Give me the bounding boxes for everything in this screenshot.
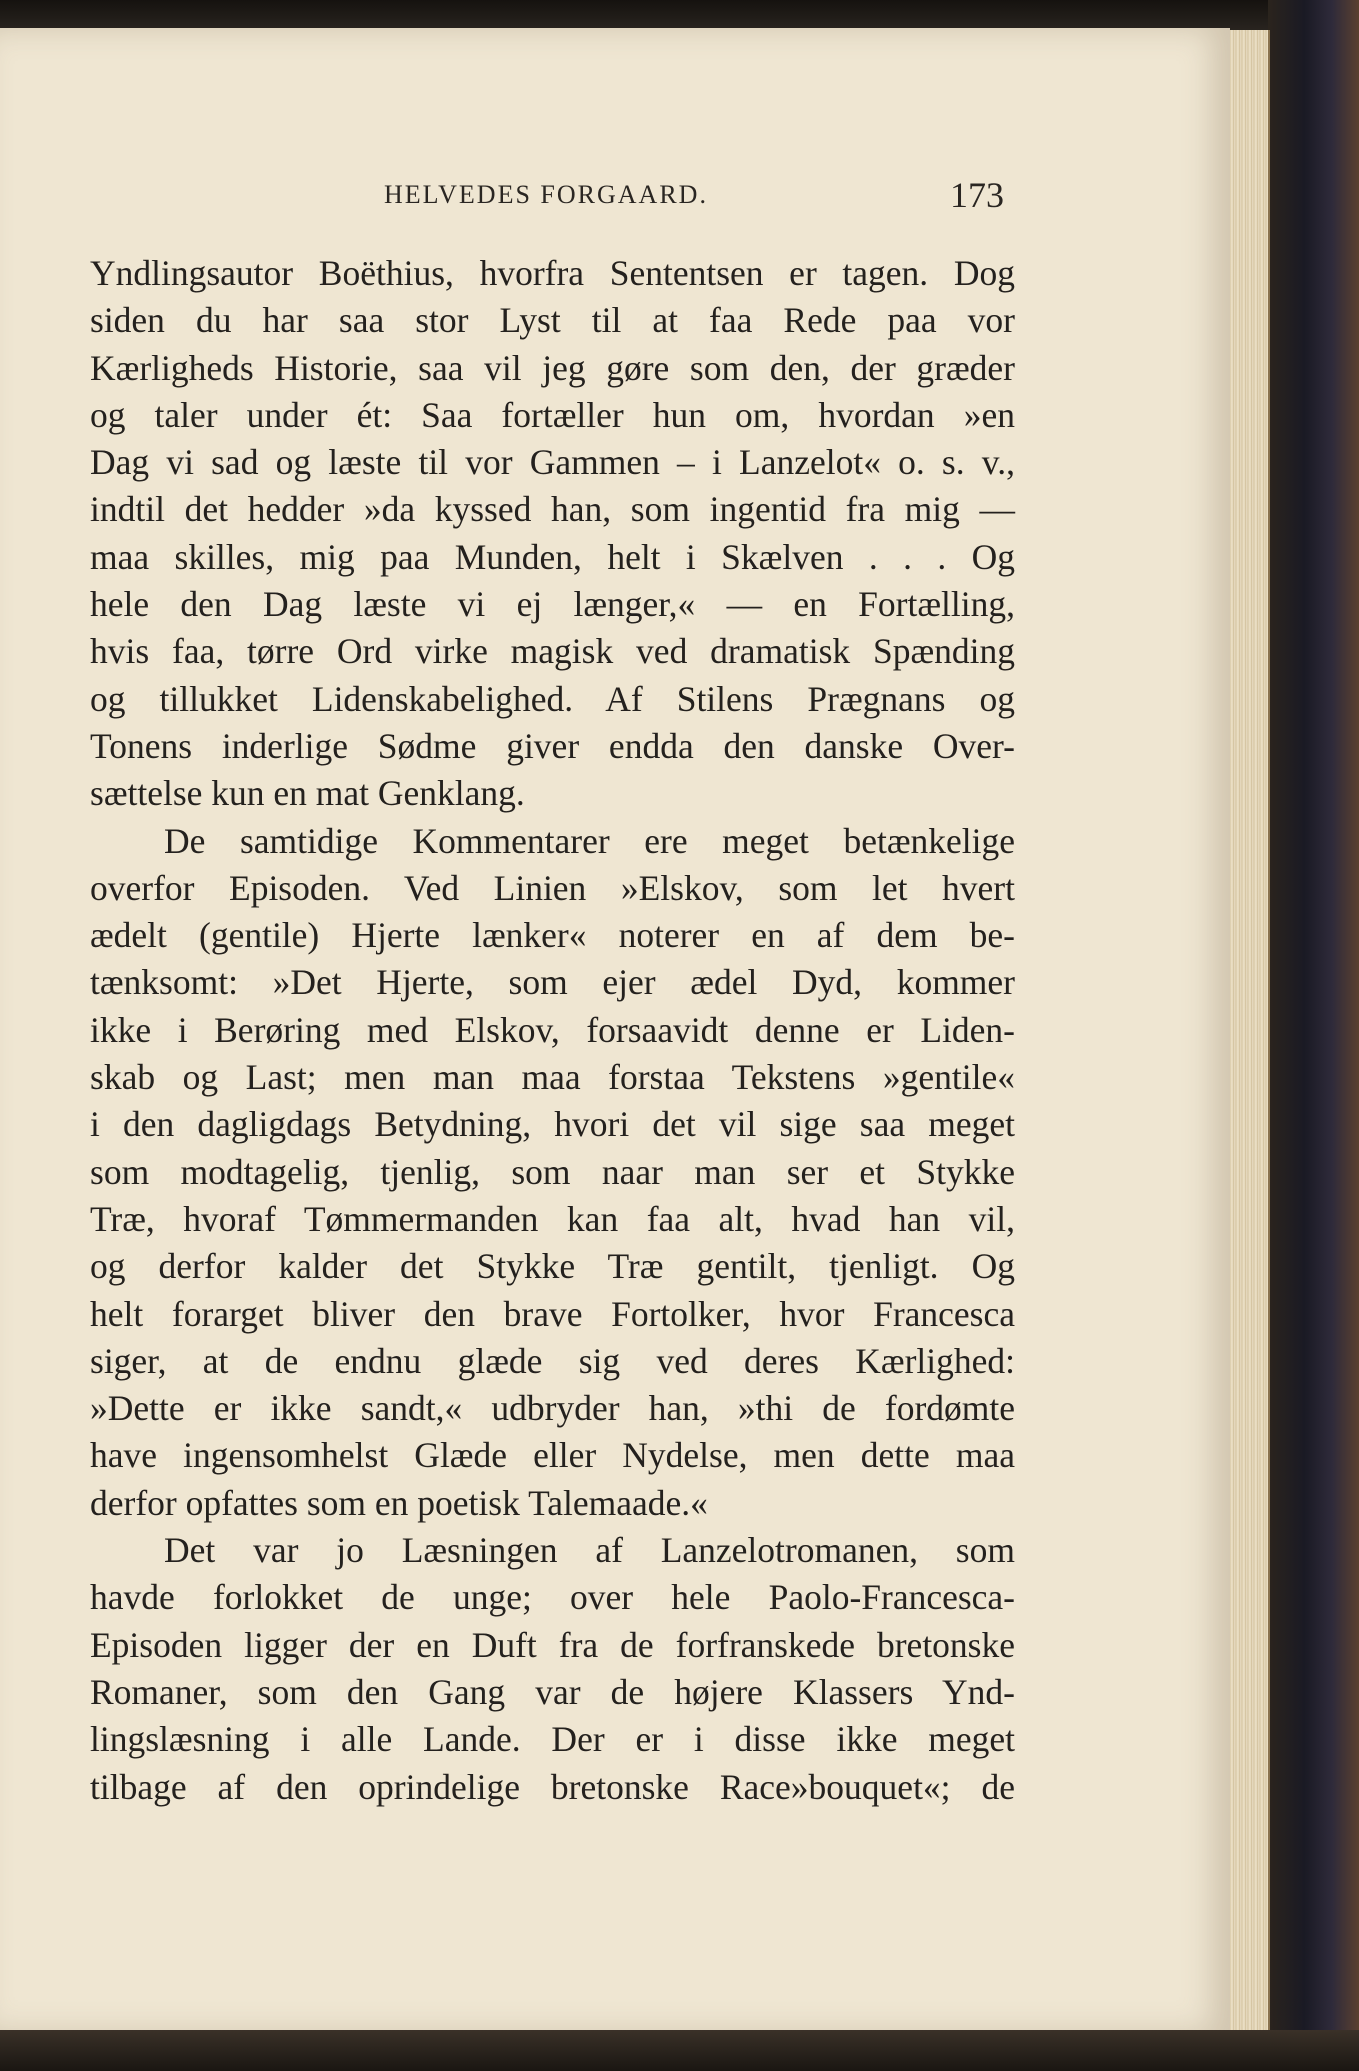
text-line: indtil det hedder »da kyssed han, som ingentid fra mig — (90, 489, 1015, 530)
text-line: De samtidige Kommentarer ere meget betænkelige (164, 820, 1015, 861)
text-line: Episoden ligger der en Duft fra de forfranskede bretonske (90, 1624, 1015, 1665)
text-line: og derfor kalder det Stykke Træ gentilt, tjenligt. Og (90, 1246, 1015, 1287)
text-line: hele den Dag læste vi ej længer,« — en Fortælling, (90, 584, 1015, 625)
text-line: ikke i Berøring med Elskov, forsaavidt denne er Liden- (90, 1009, 1015, 1050)
page-number: 173 (950, 175, 1004, 215)
text-line: i den dagligdags Betydning, hvori det vil sige saa meget (90, 1104, 1015, 1145)
text-line: og tillukket Lidenskabelighed. Af Stilens Prægnans og (90, 678, 1015, 719)
page-stack-edges (1228, 30, 1270, 2030)
text-line: hvis faa, tørre Ord virke magisk ved dramatisk Spænding (90, 631, 1015, 672)
text-line: helt forarget bliver den brave Fortolker, hvor Francesca (90, 1293, 1015, 1334)
text-line: »Dette er ikke sandt,« udbryder han, »thi de fordømte (90, 1388, 1015, 1429)
text-line: siger, at de endnu glæde sig ved deres Kærlighed: (90, 1340, 1015, 1381)
text-line: og taler under ét: Saa fortæller hun om, hvordan »en (90, 394, 1015, 435)
text-line: derfor opfattes som en poetisk Talemaade.« (90, 1482, 708, 1523)
text-line: Yndlingsautor Boëthius, hvorfra Sententsen er tagen. Dog (90, 253, 1015, 293)
text-line: havde forlokket de unge; over hele Paolo-Francesca- (90, 1577, 1015, 1618)
text-line: tilbage af den oprindelige bretonske Race»bouquet«; de (90, 1766, 1015, 1807)
text-line: Tonens inderlige Sødme giver endda den danske Over- (90, 725, 1015, 766)
text-line: lingslæsning i alle Lande. Der er i disse ikke meget (90, 1719, 1015, 1760)
text-line: tænksomt: »Det Hjerte, som ejer ædel Dyd, kommer (90, 962, 1015, 1003)
text-line: Træ, hvoraf Tømmermanden kan faa alt, hvad han vil, (90, 1198, 1015, 1239)
book-bottom-edge (0, 2030, 1359, 2071)
text-line: sættelse kun en mat Genklang. (90, 773, 525, 814)
text-line: Dag vi sad og læste til vor Gammen – i Lanzelot« o. s. v., (90, 442, 1015, 483)
text-line: skab og Last; men man maa forstaa Tekstens »gentile« (90, 1057, 1015, 1098)
text-line: ædelt (gentile) Hjerte lænker« noterer en af dem be- (90, 915, 1015, 956)
text-line: have ingensomhelst Glæde eller Nydelse, men dette maa (90, 1435, 1015, 1476)
text-line: Det var jo Læsningen af Lanzelotromanen, som (164, 1530, 1015, 1571)
running-title: HELVEDES FORGAARD. (384, 180, 708, 209)
text-line: som modtagelig, tjenlig, som naar man ser et Stykke (90, 1151, 1015, 1192)
book-cover-edge (1268, 0, 1359, 2071)
text-line: Kærligheds Historie, saa vil jeg gøre som den, der græder (90, 347, 1015, 388)
text-line: Romaner, som den Gang var de højere Klassers Ynd- (90, 1671, 1015, 1712)
text-line: maa skilles, mig paa Munden, helt i Skælven . . . Og (90, 536, 1015, 577)
text-line: siden du har saa stor Lyst til at faa Rede paa vor (90, 300, 1015, 341)
body-text (90, 250, 1015, 1811)
text-line: overfor Episoden. Ved Linien »Elskov, som let hvert (90, 867, 1015, 908)
